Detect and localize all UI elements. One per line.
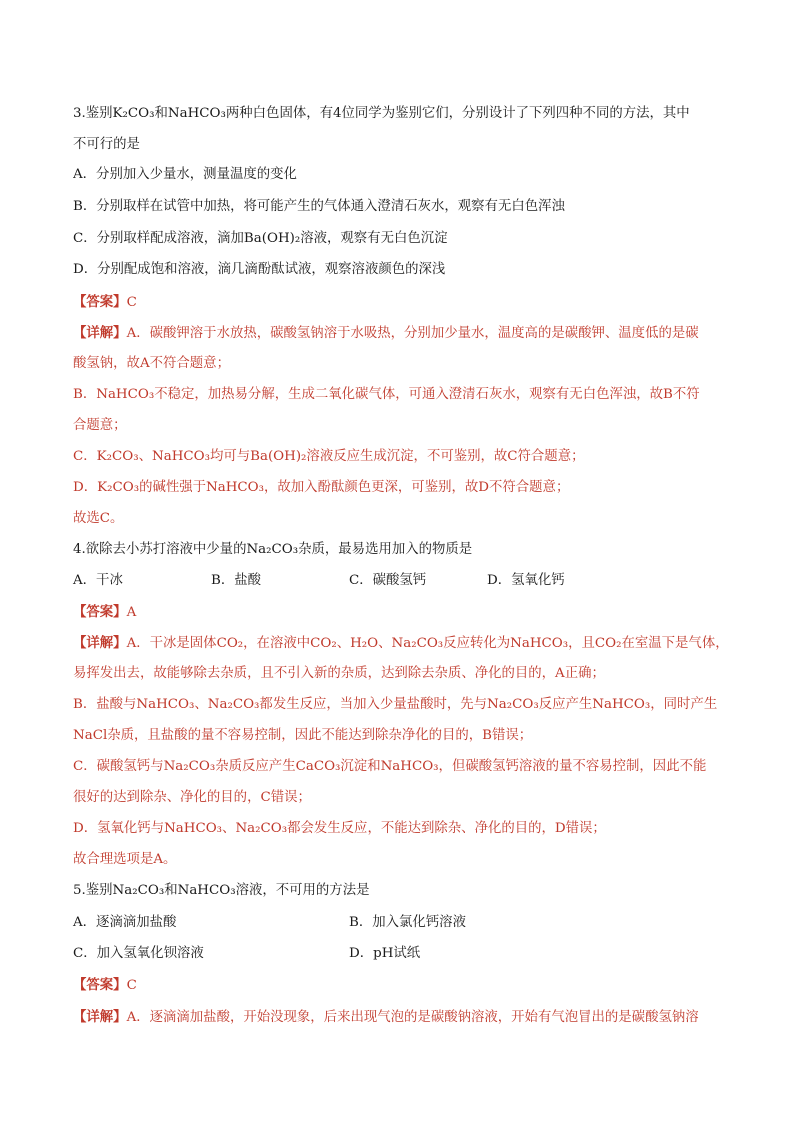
q4-option-d: D．氢氧化钙 <box>487 573 565 588</box>
q3-detail-line2: 酸氢钠，故A不符合题意； <box>73 356 230 371</box>
answer-value: C <box>126 978 137 993</box>
q3-option-d: D．分别配成饱和溶液，滴几滴酚酞试液，观察溶液颜色的深浅 <box>73 262 446 277</box>
q5-answer <box>73 976 733 995</box>
detail-label: 【详解】 <box>73 635 127 651</box>
detail-text: A．干冰是固体CO₂，在溶液中CO₂、H₂O、Na₂CO₃反应转化为NaHCO₃，且CO₂在室温下是气体， <box>126 636 729 651</box>
q4-option-c: C．碳酸氢钙 <box>349 573 427 588</box>
q3-option-c: C．分别取样配成溶液，滴加Ba(OH)₂溶液，观察有无白色沉淀 <box>73 231 448 246</box>
q3-detail-line6: D．K₂CO₃的碱性强于NaHCO₃，故加入酚酞颜色更深，可鉴别，故D不符合题意； <box>73 480 570 495</box>
detail-text: A．碳酸钾溶于水放热，碳酸氢钠溶于水吸热，分别加少量水，温度高的是碳酸钾、温度低的是碳 <box>126 326 699 341</box>
q5-stem: 5.鉴别Na₂CO₃和NaHCO₃溶液，不可用的方法是 <box>73 883 370 898</box>
answer-label: 【答案】 <box>73 294 127 310</box>
q3-detail-line3: B．NaHCO₃不稳定，加热易分解，生成二氧化碳气体，可通入澄清石灰水，观察有无白色浑浊，故B不符 <box>73 387 700 402</box>
q4-option-b: B．盐酸 <box>211 573 262 588</box>
q4-detail-line7: D．氢氧化钙与NaHCO₃、Na₂CO₃都会发生反应，不能达到除杂、净化的目的，D错误； <box>73 821 606 836</box>
q3-option-a: A．分别加入少量水，测量温度的变化 <box>73 167 297 182</box>
q5-option-b: B．加入氯化钙溶液 <box>349 915 466 930</box>
q5-option-a: A．逐滴滴加盐酸 <box>73 915 177 930</box>
q3-stem-line1: 3.鉴别K₂CO₃和NaHCO₃两种白色固体，有4位同学为鉴别它们，分别设计了下列四种不同的方法，其中 <box>73 106 690 121</box>
q3-conclusion: 故选C。 <box>73 511 124 526</box>
answer-value: C <box>126 295 137 310</box>
q4-stem: 4.欲除去小苏打溶液中少量的Na₂CO₃杂质，最易选用加入的物质是 <box>73 542 473 557</box>
q4-answer <box>73 603 733 622</box>
q4-detail-line4: NaCl杂质，且盐酸的量不容易控制，因此不能达到除杂净化的目的，B错误； <box>73 728 533 743</box>
q4-detail-line2: 易挥发出去，故能够除去杂质，且不引入新的杂质，达到除去杂质、净化的目的，A正确； <box>73 666 605 681</box>
q3-stem-line2: 不可行的是 <box>73 137 140 152</box>
q4-detail-line1 <box>73 634 733 653</box>
q4-detail-line5: C．碳酸氢钙与Na₂CO₃杂质反应产生CaCO₃沉淀和NaHCO₃，但碳酸氢钙溶液的量不容易控制，因此不能 <box>73 759 707 774</box>
q3-detail-line5: C．K₂CO₃、NaHCO₃均可与Ba(OH)₂溶液反应生成沉淀，不可鉴别，故C符合题意； <box>73 449 585 464</box>
q4-detail-line6: 很好的达到除杂、净化的目的，C错误； <box>73 790 311 805</box>
q3-option-b: B．分别取样在试管中加热，将可能产生的气体通入澄清石灰水，观察有无白色浑浊 <box>73 199 565 214</box>
answer-value: A <box>126 605 137 620</box>
q4-conclusion: 故合理选项是A。 <box>73 852 177 867</box>
q4-option-a: A．干冰 <box>73 573 123 588</box>
detail-label: 【详解】 <box>73 1009 127 1025</box>
answer-label: 【答案】 <box>73 977 127 993</box>
q5-detail-line1 <box>73 1008 733 1027</box>
q4-detail-line3: B．盐酸与NaHCO₃、Na₂CO₃都发生反应，当加入少量盐酸时，先与Na₂CO₃反应产生NaHCO₃，同时产生 <box>73 697 718 712</box>
q3-answer <box>73 293 733 312</box>
q5-option-c: C．加入氢氧化钡溶液 <box>73 946 204 961</box>
detail-text: A．逐滴滴加盐酸，开始没现象，后来出现气泡的是碳酸钠溶液，开始有气泡冒出的是碳酸氢钠溶 <box>126 1010 699 1025</box>
q3-detail-line1 <box>73 324 733 343</box>
q5-option-d: D．pH试纸 <box>349 946 421 961</box>
detail-label: 【详解】 <box>73 325 127 341</box>
answer-label: 【答案】 <box>73 604 127 620</box>
q3-detail-line4: 合题意； <box>73 418 127 433</box>
